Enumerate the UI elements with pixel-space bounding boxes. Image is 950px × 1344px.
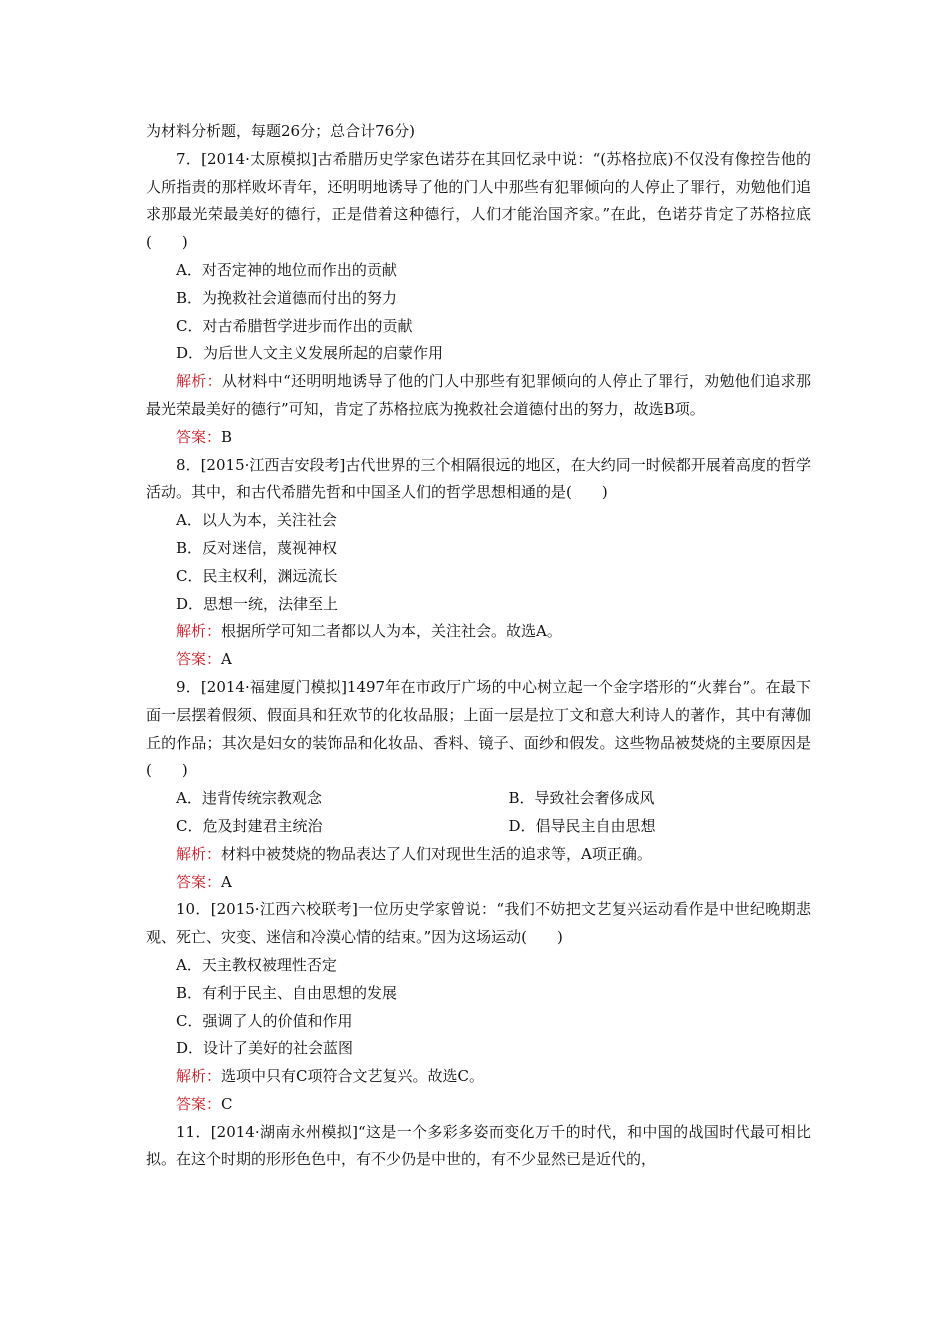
analysis-label: 解析：: [176, 1067, 222, 1086]
answer-label: 答案：: [176, 427, 222, 446]
question-8-stem: 8．[2015·江西吉安段考]古代世界的三个相隔很远的地区，在大约同一时候都开展着高度的哲学活动。其中，和古代希腊先哲和中国圣人们的哲学思想相通的是( ): [146, 455, 811, 502]
question-9-options-row-2: [146, 813, 811, 841]
question-7-answer: [146, 424, 811, 452]
question-9-option-d: D．倡导民主自由思想: [508, 816, 656, 835]
question-8-answer: [146, 646, 811, 674]
answer-value: A: [221, 650, 232, 669]
analysis-text: 根据所学可知二者都以人为本，关注社会。故选A。: [221, 622, 562, 641]
question-9-option-c: C．危及封建君主统治: [176, 816, 323, 835]
question-10-stem: 10．[2015·江西六校联考]一位历史学家曾说：“我们不妨把文艺复兴运动看作是中世纪晚期悲观、死亡、灾变、迷信和冷漠心情的结束。”因为这场运动( ): [146, 900, 811, 947]
question-9-option-b: B．导致社会奢侈成风: [508, 789, 655, 808]
question-10-option-b: B．有利于民主、自由思想的发展: [176, 983, 398, 1002]
question-10-option-d: D．设计了美好的社会蓝图: [176, 1039, 354, 1058]
question-9-analysis: [146, 841, 811, 869]
analysis-label: 解析：: [176, 844, 222, 863]
question-10-option-c: C．强调了人的价值和作用: [176, 1011, 353, 1030]
answer-value: A: [221, 872, 232, 891]
question-7-analysis: [146, 368, 811, 424]
question-11-stem: 11．[2014·湖南永州模拟]“这是一个多彩多姿而变化万千的时代，和中国的战国时代最可相比拟。在这个时期的形形色色中，有不少仍是中世的，有不少显然已是近代的，: [146, 1122, 811, 1169]
section-intro: 为材料分析题，每题26分；总合计76分): [146, 122, 416, 140]
analysis-label: 解析：: [176, 372, 222, 391]
answer-value: B: [221, 427, 233, 446]
question-8-option-b: B．反对迷信，蔑视神权: [176, 538, 338, 557]
answer-label: 答案：: [176, 872, 222, 891]
question-9-answer: [146, 869, 811, 897]
question-7-option-b: B．为挽救社会道德而付出的努力: [176, 288, 398, 307]
question-9-stem: 9．[2014·福建厦门模拟]1497年在市政厅广场的中心树立起一个金字塔形的“火葬台”。在最下面一层摆着假须、假面具和狂欢节的化妆品服；上面一层是拉丁文和意大利诗人的著作，其中有薄伽丘的作品；其次是妇女的装饰品和化妆品、香料、镜子、面纱和假发。这些物品被焚烧的主要原因是( ): [146, 677, 811, 780]
analysis-label: 解析：: [176, 622, 222, 641]
document-body: [146, 118, 811, 1174]
question-10-analysis: [146, 1063, 811, 1091]
question-7-option-c: C．对古希腊哲学进步而作出的贡献: [176, 316, 413, 335]
question-9-option-a: A．违背传统宗教观念: [176, 789, 322, 808]
question-8-analysis: [146, 618, 811, 646]
analysis-text: 材料中被焚烧的物品表达了人们对现世生活的追求等，A项正确。: [221, 844, 652, 863]
answer-value: C: [221, 1094, 233, 1113]
question-8-option-c: C．民主权利，渊远流长: [176, 566, 338, 585]
answer-label: 答案：: [176, 1094, 222, 1113]
question-7-option-a: A．对否定神的地位而作出的贡献: [176, 260, 397, 279]
question-7-stem: 7．[2014·太原模拟]古希腊历史学家色诺芬在其回忆录中说：“(苏格拉底)不仅没有像控告他的人所指责的那样败坏青年，还明明地诱导了他的门人中那些有犯罪倾向的人停止了罪行，劝勉他们追求那最光荣最美好的德行，正是借着这种德行，人们才能治国齐家。”在此，色诺芬肯定了苏格拉底( ): [146, 149, 811, 252]
question-9-options-row-1: [146, 785, 811, 813]
question-8-option-a: A．以人为本，关注社会: [176, 511, 337, 530]
question-8-option-d: D．思想一统，法律至上: [176, 594, 339, 613]
question-10-option-a: A．天主教权被理性否定: [176, 955, 337, 974]
question-10-answer: [146, 1091, 811, 1119]
answer-label: 答案：: [176, 650, 222, 669]
analysis-text: 选项中只有C项符合文艺复兴。故选C。: [221, 1067, 484, 1086]
analysis-text: 从材料中“还明明地诱导了他的门人中那些有犯罪倾向的人停止了罪行，劝勉他们追求那最光荣最美好的德行”可知，肯定了苏格拉底为挽救社会道德付出的努力，故选B项。: [146, 372, 811, 418]
question-7-option-d: D．为后世人文主义发展所起的启蒙作用: [176, 344, 444, 363]
